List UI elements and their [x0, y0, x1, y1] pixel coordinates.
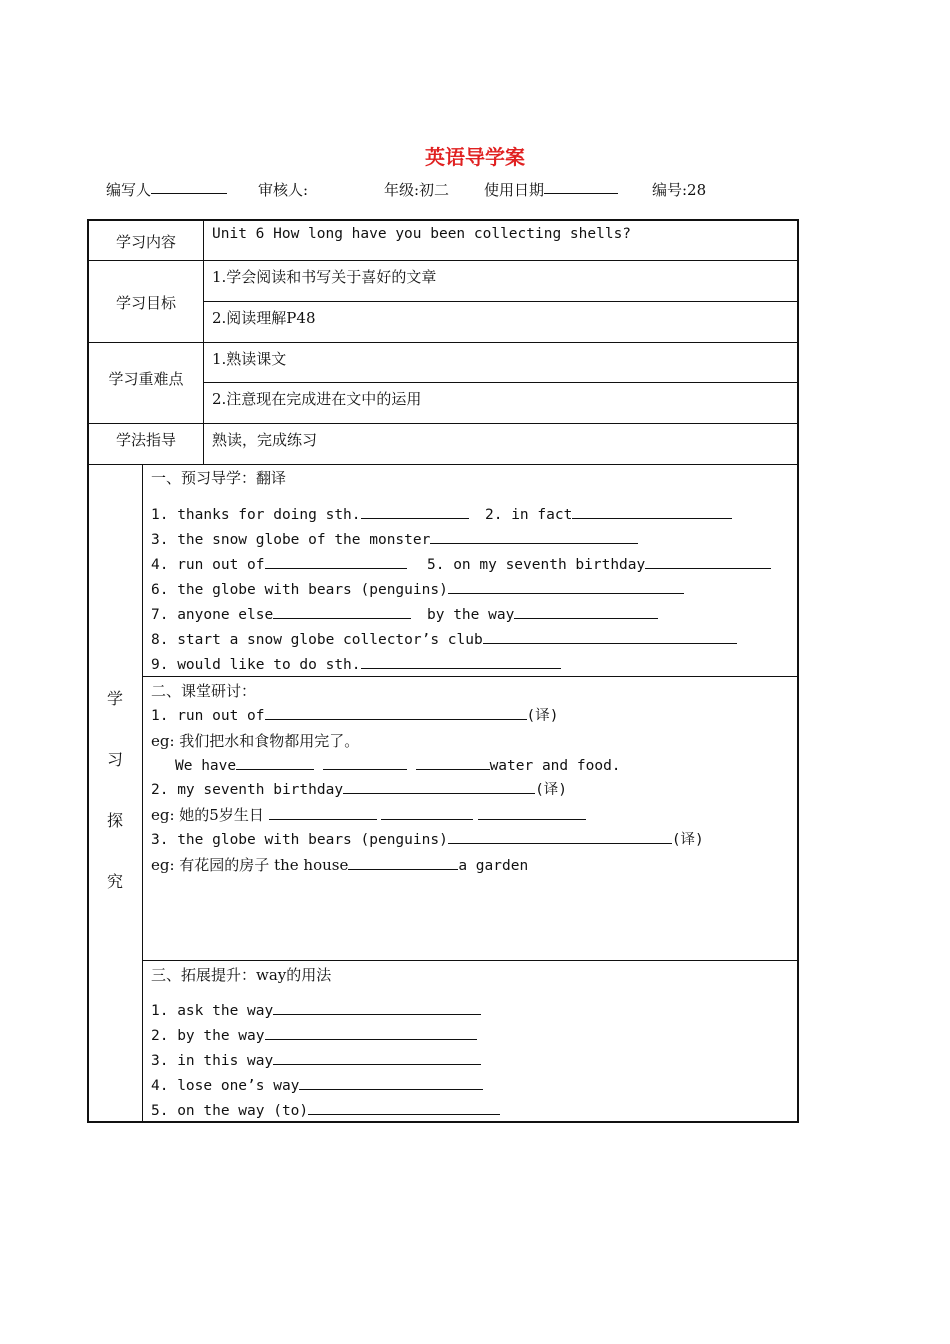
answer-blank[interactable]	[308, 1100, 500, 1115]
content-label: 学习内容	[115, 233, 176, 251]
list-item: 2. in fact	[485, 504, 732, 526]
number-label: 编号:28	[652, 181, 707, 199]
content-value: Unit 6 How long have you been collecting shells?	[212, 226, 632, 242]
author-blank[interactable]	[151, 179, 227, 194]
answer-blank[interactable]	[273, 1000, 481, 1015]
grade-label: 年级:初二	[384, 181, 450, 199]
list-item: 9. would like to do sth.	[151, 654, 561, 676]
list-item: 2. by the way	[151, 1025, 477, 1047]
reviewer-label: 审核人:	[258, 181, 309, 199]
answer-blank[interactable]	[323, 755, 407, 770]
list-item: 5. on the way (to)	[151, 1100, 500, 1122]
answer-blank[interactable]	[448, 579, 684, 594]
answer-blank[interactable]	[348, 855, 458, 870]
side-label-char-3: 探	[106, 811, 123, 830]
list-item: 1. run out of (译)	[151, 705, 558, 727]
answer-blank[interactable]	[514, 604, 658, 619]
answer-blank[interactable]	[265, 1025, 477, 1040]
date-label: 使用日期	[484, 181, 545, 199]
section3-heading: 三、拓展提升：way的用法	[151, 966, 332, 984]
list-item: 6. the globe with bears (penguins)	[151, 579, 684, 601]
answer-blank[interactable]	[273, 604, 411, 619]
answer-blank[interactable]	[269, 805, 377, 820]
answer-blank[interactable]	[416, 755, 490, 770]
key-point-1: 1.熟读课文	[212, 350, 287, 368]
example-line: eg: 我们把水和食物都用完了。	[151, 732, 360, 750]
section1-heading: 一、预习导学：翻译	[151, 469, 287, 487]
side-label-char-1: 学	[106, 689, 123, 708]
answer-blank[interactable]	[645, 554, 771, 569]
meta-row	[106, 179, 806, 201]
answer-blank[interactable]	[572, 504, 732, 519]
answer-blank[interactable]	[430, 529, 638, 544]
key-points-label: 学习重难点	[108, 370, 184, 388]
answer-blank[interactable]	[361, 654, 561, 669]
key-point-2: 2.注意现在完成进在文中的运用	[212, 390, 422, 408]
answer-blank[interactable]	[448, 829, 672, 844]
answer-blank[interactable]	[299, 1075, 483, 1090]
date-blank[interactable]	[544, 179, 618, 194]
method-label: 学法指导	[115, 431, 176, 449]
list-item: 1. ask the way	[151, 1000, 481, 1022]
answer-blank[interactable]	[483, 629, 737, 644]
list-item: We have water and food.	[175, 755, 621, 777]
list-item: by the way	[427, 604, 658, 626]
side-label-char-4: 究	[106, 872, 123, 891]
goal-2: 2.阅读理解P48	[212, 309, 316, 327]
page-title: 英语导学案	[425, 145, 525, 169]
date-field	[484, 179, 544, 200]
answer-blank[interactable]	[273, 1050, 481, 1065]
answer-blank[interactable]	[478, 805, 586, 820]
answer-blank[interactable]	[361, 504, 469, 519]
list-item: 3. in this way	[151, 1050, 481, 1072]
list-item: eg: 有花园的房子 the house a garden	[151, 856, 529, 874]
list-item: 8. start a snow globe collector’s club	[151, 629, 737, 651]
list-item: 4. lose one’s way	[151, 1075, 483, 1097]
answer-blank[interactable]	[265, 705, 527, 720]
answer-blank[interactable]	[265, 554, 407, 569]
list-item: 2. my seventh birthday (译)	[151, 779, 567, 801]
goals-label: 学习目标	[115, 294, 176, 312]
list-item: 7. anyone else	[151, 604, 411, 626]
list-item: 4. run out of	[151, 554, 407, 576]
answer-blank[interactable]	[343, 779, 535, 794]
goal-1: 1.学会阅读和书写关于喜好的文章	[212, 268, 437, 286]
list-item: 3. the snow globe of the monster	[151, 529, 638, 551]
author-field	[106, 179, 151, 200]
list-item: 5. on my seventh birthday	[427, 554, 771, 576]
answer-blank[interactable]	[381, 805, 473, 820]
section2-heading: 二、课堂研讨：	[151, 682, 257, 700]
answer-blank[interactable]	[236, 755, 314, 770]
list-item: 1. thanks for doing sth.	[151, 504, 469, 526]
author-label: 编写人	[106, 181, 152, 199]
side-label-char-2: 习	[106, 750, 123, 769]
list-item: 3. the globe with bears (penguins) (译)	[151, 829, 704, 851]
list-item: eg: 她的5岁生日	[151, 804, 586, 826]
method-value: 熟读，完成练习	[212, 431, 318, 449]
